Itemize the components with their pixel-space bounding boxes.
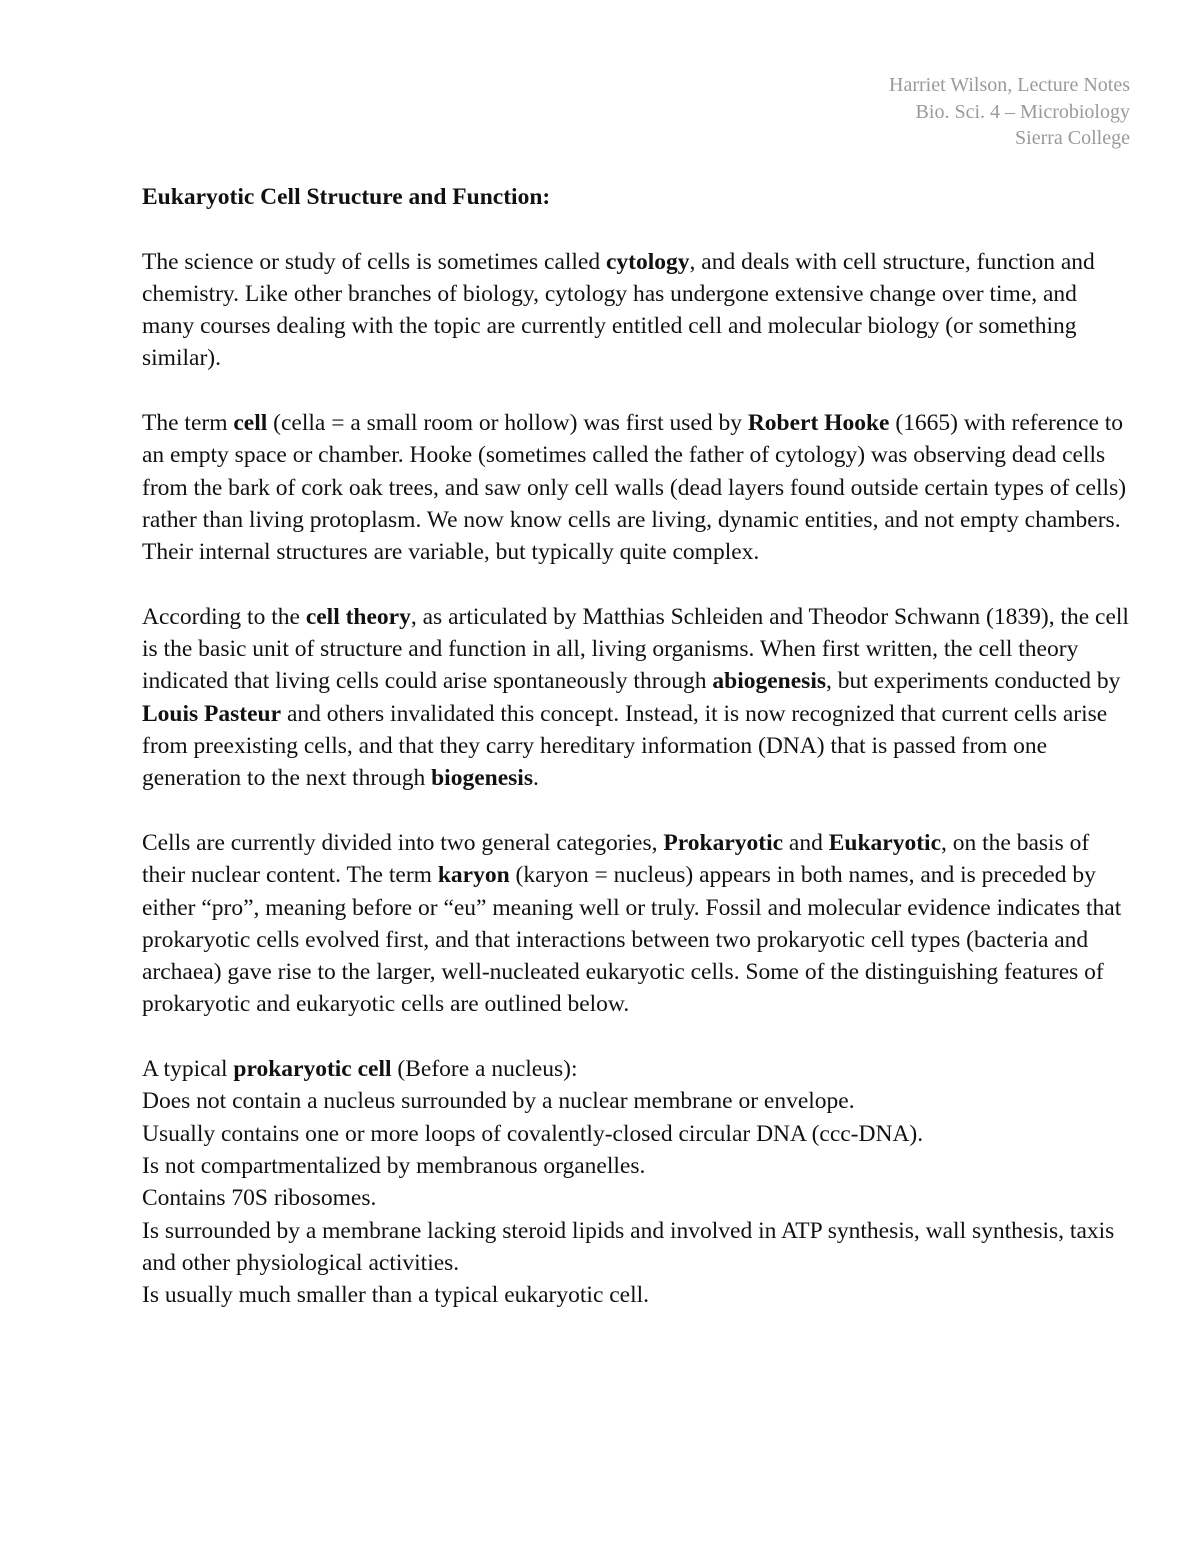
paragraph-cell-categories [142,827,1134,1021]
list-item: Does not contain a nucleus surrounded by a nuclear membrane or envelope. [142,1088,855,1115]
text-run: The science or study of cells is sometimes called [142,248,606,275]
text-run: and [783,829,829,856]
text-run: (cella = a small room or hollow) was first used by [267,410,748,437]
paragraph-cell-term [142,407,1134,568]
text-run: , as articulated by Matthias Schleiden and Theodor Schwann (1839), the cell is the basic unit of structure and function in all, living organisms. When first written, the cell theory indicated that living cells could arise spontaneously through [142,603,1129,695]
text-run: Cells are currently divided into two general categories, [142,829,664,856]
text-run: According to the [142,603,306,630]
list-item: Is surrounded by a membrane lacking steroid lipids and involved in ATP synthesis, wall synthesis, taxis and other physiological activities. [142,1217,1115,1276]
paragraph-cell-theory [142,601,1134,795]
term-prokaryotic: Prokaryotic [663,829,784,856]
text-run: (1665) with reference to an empty space or chamber. Hooke (sometimes called the father of cytology) was observing dead cells from the bark of cork oak trees, and saw only cell walls (dead layers found outside certain types of cells) rather than living protoplasm. We now know cells are living, dynamic entities, and not empty chambers. Their internal structures are variable, but typically quite complex. [142,410,1127,566]
text-run: (karyon = nucleus) appears in both names, and is preceded by either “pro”, meaning before or “eu” meaning well or truly. Fossil and molecular evidence indicates that prokaryotic cells evolved first, and that interactions between two prokaryotic cell types (bacteria and archaea) gave rise to the larger, well-nucleated eukaryotic cells. Some of the distinguishing features of prokaryotic and eukaryotic cells are outlined below. [142,862,1122,1018]
term-karyon: karyon [437,862,510,889]
term-louis-pasteur: Louis Pasteur [142,700,282,727]
term-eukaryotic: Eukaryotic [828,829,942,856]
document-title: Eukaryotic Cell Structure and Function: [142,184,551,210]
term-robert-hooke: Robert Hooke [747,410,890,437]
term-cell: cell [233,410,268,437]
text-run: The term [142,410,234,437]
prokaryotic-section [142,1053,1134,1311]
term-biogenesis: biogenesis [431,765,533,792]
list-item: Usually contains one or more loops of covalently-closed circular DNA (ccc-DNA). [142,1120,924,1147]
header-institution: Sierra College [1015,127,1130,149]
text-run: , on the basis of their nuclear content. The term [142,829,1090,889]
prokaryotic-heading [142,1053,1134,1085]
term-cell-theory: cell theory [305,603,411,630]
prokaryotic-feature-list [142,1085,1134,1311]
text-run: and others invalidated this concept. Instead, it is now recognized that current cells arise from preexisting cells, and that they carry hereditary information (DNA) that is passed from one generation to the next through [142,700,1108,792]
page-header [889,72,1130,152]
paragraph-cytology [142,246,1134,375]
header-course: Bio. Sci. 4 – Microbiology [915,100,1130,123]
list-item: Is usually much smaller than a typical eukaryotic cell. [142,1282,650,1309]
term-abiogenesis: abiogenesis [712,668,827,695]
text-run: A typical [142,1056,234,1083]
text-run: . [532,765,539,792]
list-item: Contains 70S ribosomes. [142,1185,377,1212]
text-run: , but experiments conducted by [826,668,1121,695]
list-item: Is not compartmentalized by membranous organelles. [142,1152,646,1179]
term-prokaryotic-cell: prokaryotic cell [233,1056,392,1083]
header-author: Harriet Wilson, Lecture Notes [889,74,1130,96]
document-body [142,181,1134,1311]
text-run: , and deals with cell structure, function and chemistry. Like other branches of biology, cytology has undergone extensive change over time, and many courses dealing with the topic are currently entitled cell and molecular biology (or something similar). [142,248,1095,372]
term-cytology: cytology [606,248,690,275]
text-run: (Before a nucleus): [391,1056,578,1083]
